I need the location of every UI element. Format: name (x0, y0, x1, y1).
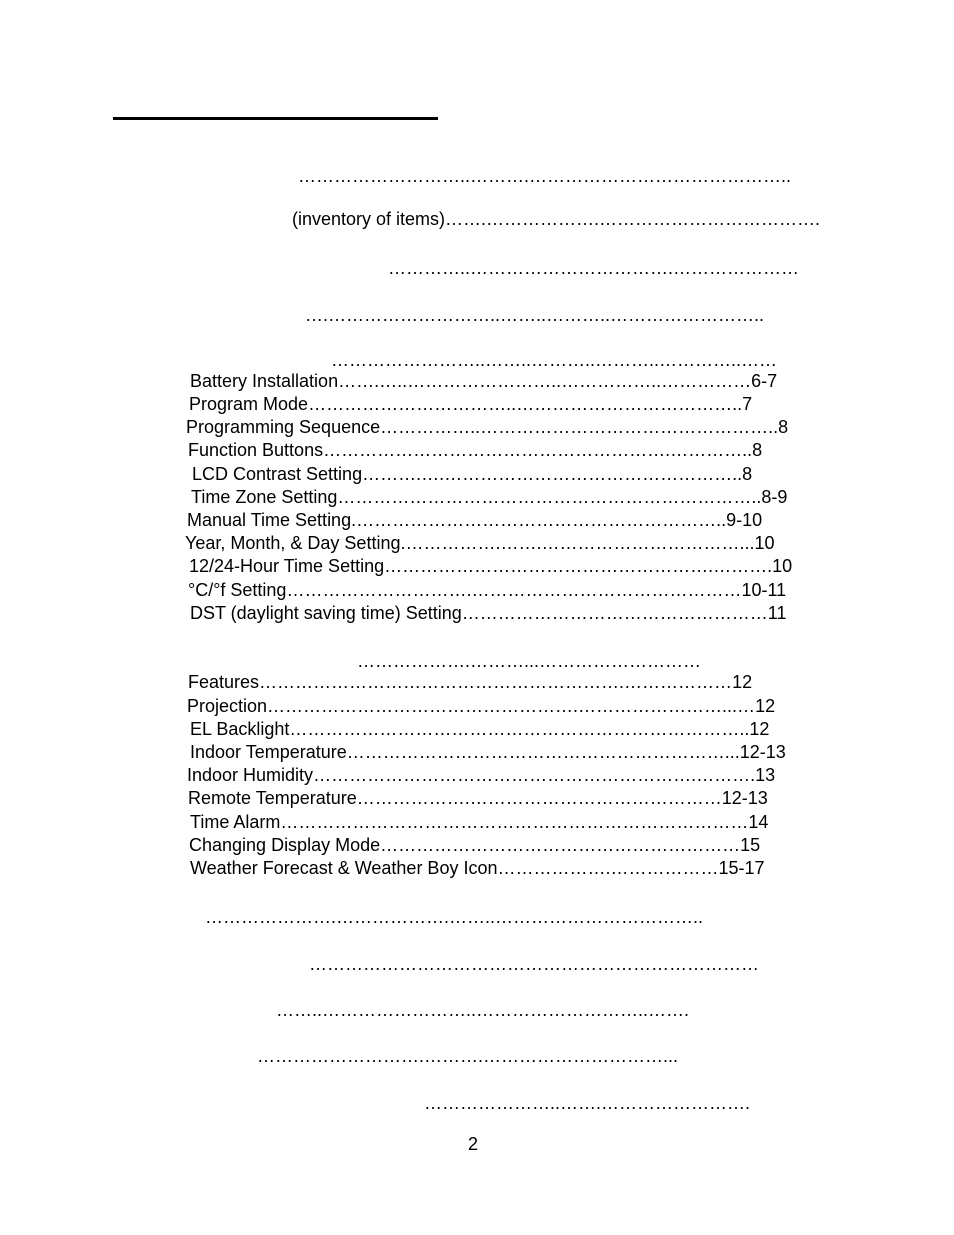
toc-line[interactable] (424, 1093, 750, 1115)
toc-line[interactable] (309, 954, 759, 976)
toc-dots: …….…..……………………..……………..…………… (338, 371, 752, 391)
toc-entry[interactable] (189, 394, 752, 416)
toc-page: 13 (755, 765, 776, 785)
toc-entry[interactable] (191, 487, 787, 509)
toc-dots: …………………..…….……………………. (424, 1093, 751, 1113)
toc-label: °C/°f Setting (188, 580, 287, 600)
toc-line[interactable] (276, 1000, 689, 1022)
toc-page: 15-17 (718, 858, 765, 878)
toc-dots: ……………….………...……………………… (357, 651, 702, 671)
toc-page: 12-13 (721, 788, 768, 808)
toc-label: Program Mode (189, 394, 309, 414)
toc-dots: ……………………………………………….………. (384, 556, 773, 576)
toc-dots: …………………………………………………… (380, 835, 741, 855)
toc-dots: …………………………………………………………………… (280, 812, 749, 832)
toc-dots: …………………………………………………………….. (337, 487, 762, 507)
toc-page: 8 (742, 464, 753, 484)
toc-dots: …………………………………………………….. (356, 510, 727, 530)
toc-label: LCD Contrast Setting (192, 464, 363, 484)
toc-dots: ………………………………………………………………… (309, 954, 759, 974)
header-rule (113, 117, 438, 120)
toc-label: Battery Installation (190, 371, 339, 391)
toc-entry[interactable] (190, 603, 786, 625)
toc-page: 10 (772, 556, 793, 576)
toc-entry[interactable] (189, 556, 792, 578)
toc-line[interactable] (388, 258, 799, 280)
toc-line[interactable] (331, 350, 777, 372)
toc-page: 6-7 (751, 371, 778, 391)
toc-entry[interactable] (187, 510, 762, 532)
toc-entry[interactable] (187, 696, 775, 718)
toc-entry[interactable] (188, 440, 762, 462)
toc-dots: ……………..………………………………………….. (380, 417, 779, 437)
page-number: 2 (468, 1134, 479, 1154)
toc-dots: …….……………….………………………………. (445, 209, 821, 229)
toc-label: Time Zone Setting (191, 487, 338, 507)
toc-label: (inventory of items) (292, 209, 446, 229)
toc-line[interactable] (357, 651, 701, 673)
toc-entry[interactable] (190, 742, 786, 764)
toc-dots: ……………………………..……………………………….. (308, 394, 743, 414)
toc-label: Weather Forecast & Weather Boy Icon (190, 858, 498, 878)
toc-label: Year, Month, & Day Setting. (185, 533, 406, 553)
toc-label: Function Buttons (188, 440, 324, 460)
toc-dots: ……………………………………………………….………. (313, 765, 756, 785)
toc-dots: ……..……………………..………………………..……. (276, 1000, 690, 1020)
toc-label: EL Backlight (190, 719, 290, 739)
toc-dots: …………………………………………… (461, 603, 768, 623)
toc-dots: …………….…….……………………………... (405, 533, 755, 553)
toc-line[interactable] (292, 209, 820, 231)
toc-dots: ………………………………………………….………….. (323, 440, 753, 460)
toc-entry[interactable] (188, 788, 768, 810)
toc-dots: ……………….…………………………………… (356, 788, 722, 808)
toc-label: Programming Sequence (186, 417, 381, 437)
toc-label: Indoor Humidity (187, 765, 314, 785)
toc-label: Time Alarm (190, 812, 281, 832)
toc-page: 12-13 (739, 742, 786, 762)
toc-label: Projection (187, 696, 268, 716)
toc-entry[interactable] (188, 672, 752, 694)
toc-line[interactable] (298, 166, 791, 188)
toc-page: 14 (748, 812, 769, 832)
toc-dots: ………………….……………….……..…………………………….. (205, 907, 704, 927)
toc-label: Indoor Temperature (190, 742, 347, 762)
toc-page: 9-10 (726, 510, 763, 530)
toc-entry[interactable] (190, 719, 769, 741)
toc-entry[interactable] (190, 812, 768, 834)
toc-dots: …………..…………………………….………………… (388, 258, 800, 278)
toc-page: 12 (732, 672, 753, 692)
toc-dots: ……………………..……..………..………..…………..…… (331, 350, 778, 370)
toc-entry[interactable] (187, 765, 775, 787)
toc-dots: …………………………………………….……………………...… (267, 696, 756, 716)
toc-entry[interactable] (190, 371, 777, 393)
toc-entry[interactable] (192, 464, 752, 486)
toc-page: 10-11 (741, 580, 787, 600)
toc-label: DST (daylight saving time) Setting (190, 603, 462, 623)
toc-entry[interactable] (186, 417, 788, 439)
toc-page: 12 (755, 696, 776, 716)
toc-entry[interactable] (190, 858, 765, 880)
toc-label: Changing Display Mode (189, 835, 381, 855)
toc-page: 10 (754, 533, 775, 553)
toc-entry[interactable] (189, 835, 760, 857)
toc-entry[interactable] (188, 580, 786, 602)
toc-label: Manual Time Setting. (187, 510, 357, 530)
toc-page: 8 (778, 417, 789, 437)
toc-dots: ………………………………………………………………….. (289, 719, 750, 739)
toc-line[interactable] (205, 907, 703, 929)
toc-dots: ……………….……………… (497, 858, 719, 878)
toc-line[interactable] (257, 1046, 678, 1068)
toc-page: 11 (767, 603, 787, 623)
toc-dots: ……………………….……….…………………………... (257, 1046, 679, 1066)
toc-dots: ………………………………………………………... (346, 742, 740, 762)
toc-dots: …………………………………………………….……………… (259, 672, 733, 692)
toc-page: 8 (752, 440, 763, 460)
toc-dots: ………………………….……………………………………… (286, 580, 742, 600)
toc-label: Remote Temperature (188, 788, 357, 808)
toc-dots: ……….….………………………………………….. (362, 464, 743, 484)
toc-page: 12 (749, 719, 770, 739)
toc-label: Features (188, 672, 260, 692)
toc-page: 15 (740, 835, 761, 855)
toc-entry[interactable] (185, 533, 775, 555)
toc-page: 8-9 (761, 487, 788, 507)
toc-page: 7 (742, 394, 753, 414)
toc-dots: ….………………………..……..………..…………………….. (305, 305, 765, 325)
toc-line[interactable] (305, 305, 764, 327)
toc-dots: ………………………..……….…………………………………….. (298, 166, 792, 186)
toc-label: 12/24-Hour Time Setting (189, 556, 385, 576)
